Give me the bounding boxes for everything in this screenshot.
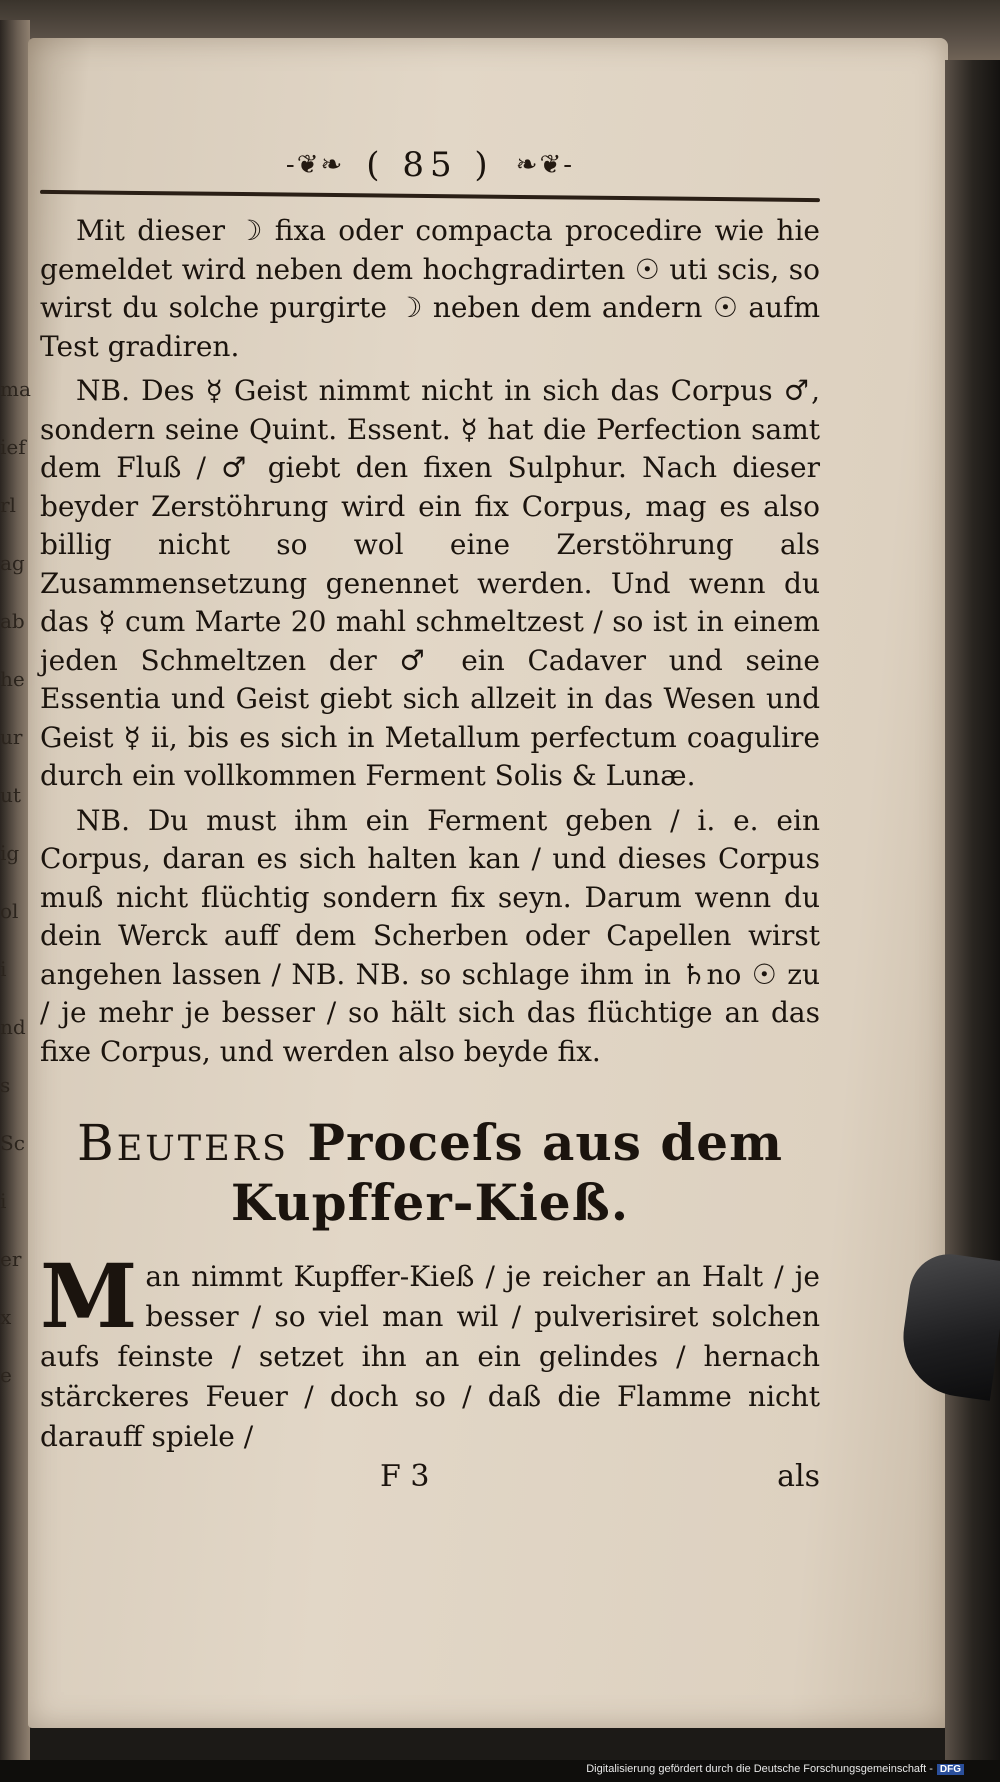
- prev-page-fragment-line: ut: [0, 783, 21, 807]
- previous-page-fragment: [0, 360, 36, 1560]
- dfg-logo: DFG: [937, 1764, 964, 1775]
- page-header: [40, 140, 820, 190]
- drop-cap: M: [40, 1244, 138, 1348]
- left-ornament: -❦❧: [285, 150, 345, 180]
- paragraph-2: NB. Des ☿ Geist nimmt nicht in sich das Corpus ♂, sondern seine Quint. Essent. ☿ hat die Perfection samt dem Fluß / ♂ giebt den fixen Sulphur. Nach dieser beyder Zerstöhrung wird ein fix Corpus, mag es also billig nicht so wol eine Zerstöhrung als Zusammensetzung genennet werden. Und wenn du das ☿ cum Marte 20 mahl schmeltzest / so ist in einem jeden Schmeltzen der ♂ ein Cadaver und seine Essentia und Geist giebt sich allzeit in das Wesen und Geist ☿ ii, bis es sich in Metallum perfectum coagulire durch ein vollkommen Ferment Solis & Lunæ.: [40, 374, 820, 792]
- prev-page-fragment-line: ag: [0, 551, 25, 575]
- prev-page-fragment-line: er: [0, 1247, 22, 1271]
- prev-page-fragment-line: x: [0, 1305, 12, 1329]
- paragraph-1: Mit dieser ☽ fixa oder compacta procedire wie hie gemeldet wird neben dem hochgradirten ☉ uti scis, so wirst du solche purgirte ☽ neben dem andern ☉ aufm Test gradiren.: [40, 214, 820, 363]
- prev-page-fragment-line: i: [0, 1189, 7, 1213]
- prev-page-fragment-line: ief: [0, 435, 26, 459]
- prev-page-fragment-line: ab: [0, 609, 25, 633]
- heading-smallcaps: Beuters: [76, 1114, 289, 1172]
- prev-page-fragment-line: s: [0, 1073, 11, 1097]
- digitization-credit: [586, 1763, 964, 1775]
- paragraph-3: NB. Du must ihm ein Ferment geben / i. e. ein Corpus, daran es sich halten kan / und dieses Corpus muß nicht flüchtig sondern fix seyn. Darum wenn du dein Werck auff dem Scherben oder Capellen wirst angehen lassen / NB. NB. so schlage ihm in ♄no ☉ zu / je mehr je besser / so hält sich das flüchtige an das fixe Corpus, und werden also beyde fix.: [40, 803, 820, 1068]
- prev-page-fragment-line: ma: [0, 377, 31, 401]
- prev-page-fragment-line: ig: [0, 841, 20, 865]
- prev-page-fragment-line: Sc: [0, 1131, 25, 1155]
- page-content: [40, 140, 820, 1494]
- prev-page-fragment-line: ol: [0, 899, 19, 923]
- right-ornament: ❧❦-: [515, 150, 575, 180]
- section-heading: [40, 1113, 820, 1233]
- prev-page-fragment-line: nd: [0, 1015, 26, 1039]
- catchword: als: [777, 1459, 820, 1494]
- prev-page-fragment-line: rl: [0, 493, 16, 517]
- header-rule: [40, 190, 820, 202]
- prev-page-fragment-line: ur: [0, 725, 23, 749]
- prev-page-fragment-line: he: [0, 667, 25, 691]
- section-body-text: an nimmt Kupffer-Kieß / je reicher an Halt / je besser / so viel man wil / pulverisiret solchen aufs feinste / setzet ihn an ein gelindes / hernach stärckeres Feuer / doch so / daß die Flamme nicht darauff spiele /: [40, 1260, 820, 1453]
- signature-mark: F 3: [380, 1459, 430, 1494]
- heading-rest: Proceſs aus dem Kupffer-Kieß.: [230, 1113, 784, 1232]
- credit-text: Digitalisierung gefördert durch die Deutsche Forschungsgemeinschaft -: [586, 1763, 933, 1775]
- book-right-edge: [945, 60, 1000, 1760]
- prev-page-fragment-line: e: [0, 1363, 12, 1387]
- page-number: ( 85 ): [366, 145, 494, 185]
- prev-page-fragment-line: i: [0, 957, 7, 981]
- section-body: [40, 1244, 820, 1457]
- page-footer: [40, 1459, 820, 1494]
